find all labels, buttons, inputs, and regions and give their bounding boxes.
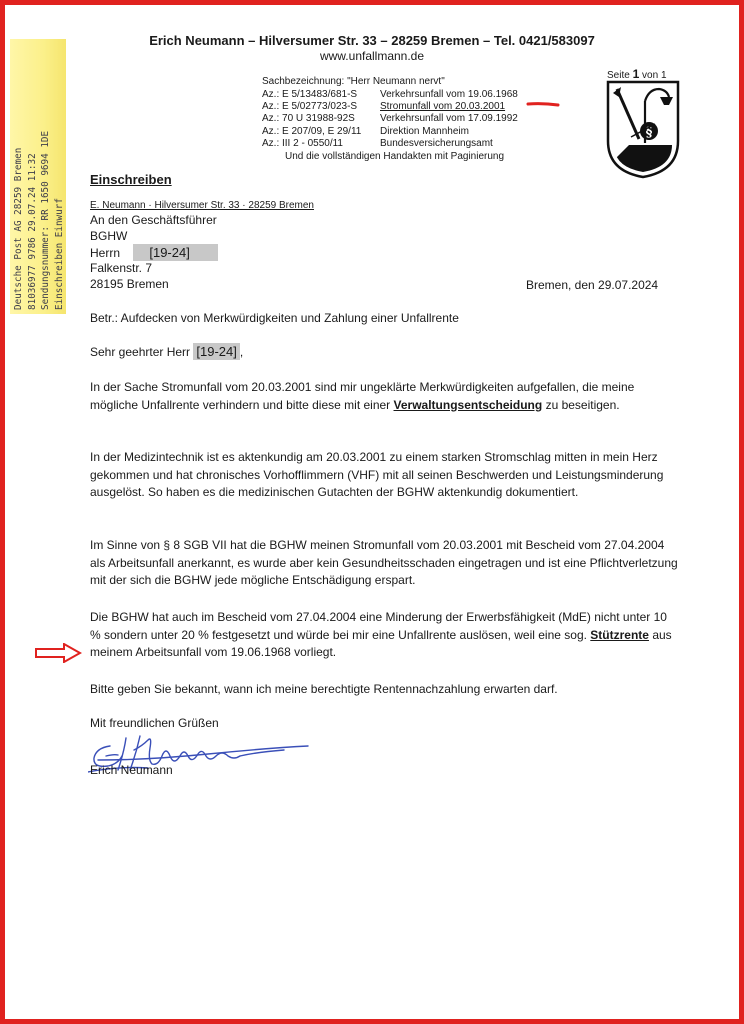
reference-row: Az.: III 2 - 0550/11 Bundesversicherungsamt [262,138,493,149]
postage-stamp [10,39,66,314]
shield-logo-icon [605,79,681,179]
recipient-street: Falkenstr. 7 [90,261,153,275]
greeting: Sehr geehrter Herr [19-24] , [90,344,244,359]
paragraph-2: In der Medizintechnik ist es aktenkundig am 20.03.2001 zu einem starken Stromschlag mitten in mein Herz gekommen und hat chronisches Vorhofflimmern (VHF) mit all seinen Beschwerden und Leistungsminderung ausgelöst. So haben es die medizinischen Gutachten der BGHW aktenkundig dokumentiert. [90,450,664,500]
signature-name: Erich Neumann [90,763,173,777]
recipient-name: Herrn [19-24] [90,244,218,263]
recipient-city: 28195 Bremen [90,277,169,291]
reference-row: Az.: E 5/02773/023-S Stromunfall vom 20.03.2001 [262,101,506,112]
stamp-line: 81036977 9786 29.07.24 11:32 [26,153,38,310]
red-arrow-icon [34,643,82,663]
paragraph-1: In der Sache Stromunfall vom 20.03.2001 sind mir ungeklärte Merkwürdigkeiten aufgefallen, die meine mögliche Unfallrente verhindern und bitte diese mit einer Verwaltungsentscheidung zu beseitigen. [90,380,635,412]
stamp-line: Deutsche Post AG 28259 Bremen [13,147,24,310]
svg-text:§: § [645,125,653,140]
subject-line: Betr.: Aufdecken von Merkwürdigkeiten und Zahlung einer Unfallrente [90,311,459,325]
closing: Mit freundlichen Grüßen [90,716,219,730]
paragraph-5: Bitte geben Sie bekannt, wann ich meine berechtigte Rentennachzahlung erwarten darf. [90,682,558,696]
redacted-name: [19-24] [133,244,217,261]
reference-row: Az.: E 207/09, E 29/11 Direktion Mannheim [262,126,469,137]
reference-footer: Und die vollständigen Handakten mit Paginierung [285,151,505,162]
letterhead-address: Erich Neumann – Hilversumer Str. 33 – 28259 Bremen – Tel. 0421/583097 [149,33,595,48]
redacted-name: [19-24] [193,343,239,360]
recipient-line-2: BGHW [90,229,128,243]
sender-return-line: E. Neumann · Hilversumer Str. 33 · 28259 Bremen [90,200,314,211]
page-number: Seite 1 von 1 [607,67,667,81]
letter-type-heading: Einschreiben [90,172,172,187]
stamp-line: Sendungsnummer: RR 1650 9694 1DE [40,130,51,310]
reference-title: Sachbezeichnung: "Herr Neumann nervt" [262,76,445,87]
reference-row: Az.: E 5/13483/681-S Verkehrsunfall vom 19.06.1968 [262,89,518,100]
place-date: Bremen, den 29.07.2024 [526,278,659,292]
paragraph-4: Die BGHW hat auch im Bescheid vom 27.04.2004 eine Minderung der Erwerbsfähigkeit (MdE) nicht unter 10 % sondern unter 20 % festgesetzt und würde bei mir eine Unfallrente auslösen, weil eine sog. Stützrente aus meinem Arbeitsunfall vom 19.06.1968 vorliegt. [90,610,672,660]
reference-row: Az.: 70 U 31988-92S Verkehrsunfall vom 17.09.1992 [262,113,518,124]
recipient-line-1: An den Geschäftsführer [90,213,217,227]
letterhead-website: www.unfallmann.de [319,49,425,63]
stamp-line: Einschreiben Einwurf [53,198,65,310]
red-marker-stroke [526,101,560,107]
paragraph-3: Im Sinne von § 8 SGB VII hat die BGHW meinen Stromunfall vom 20.03.2001 mit Bescheid vom 27.04.2004 als Arbeitsunfall anerkannt, es wurde aber kein Gesundheitsschaden eingetragen und ist eine Pflichtverletzung mit der sich die BGHW jede mögliche Entschädigung erspart. [90,538,678,588]
